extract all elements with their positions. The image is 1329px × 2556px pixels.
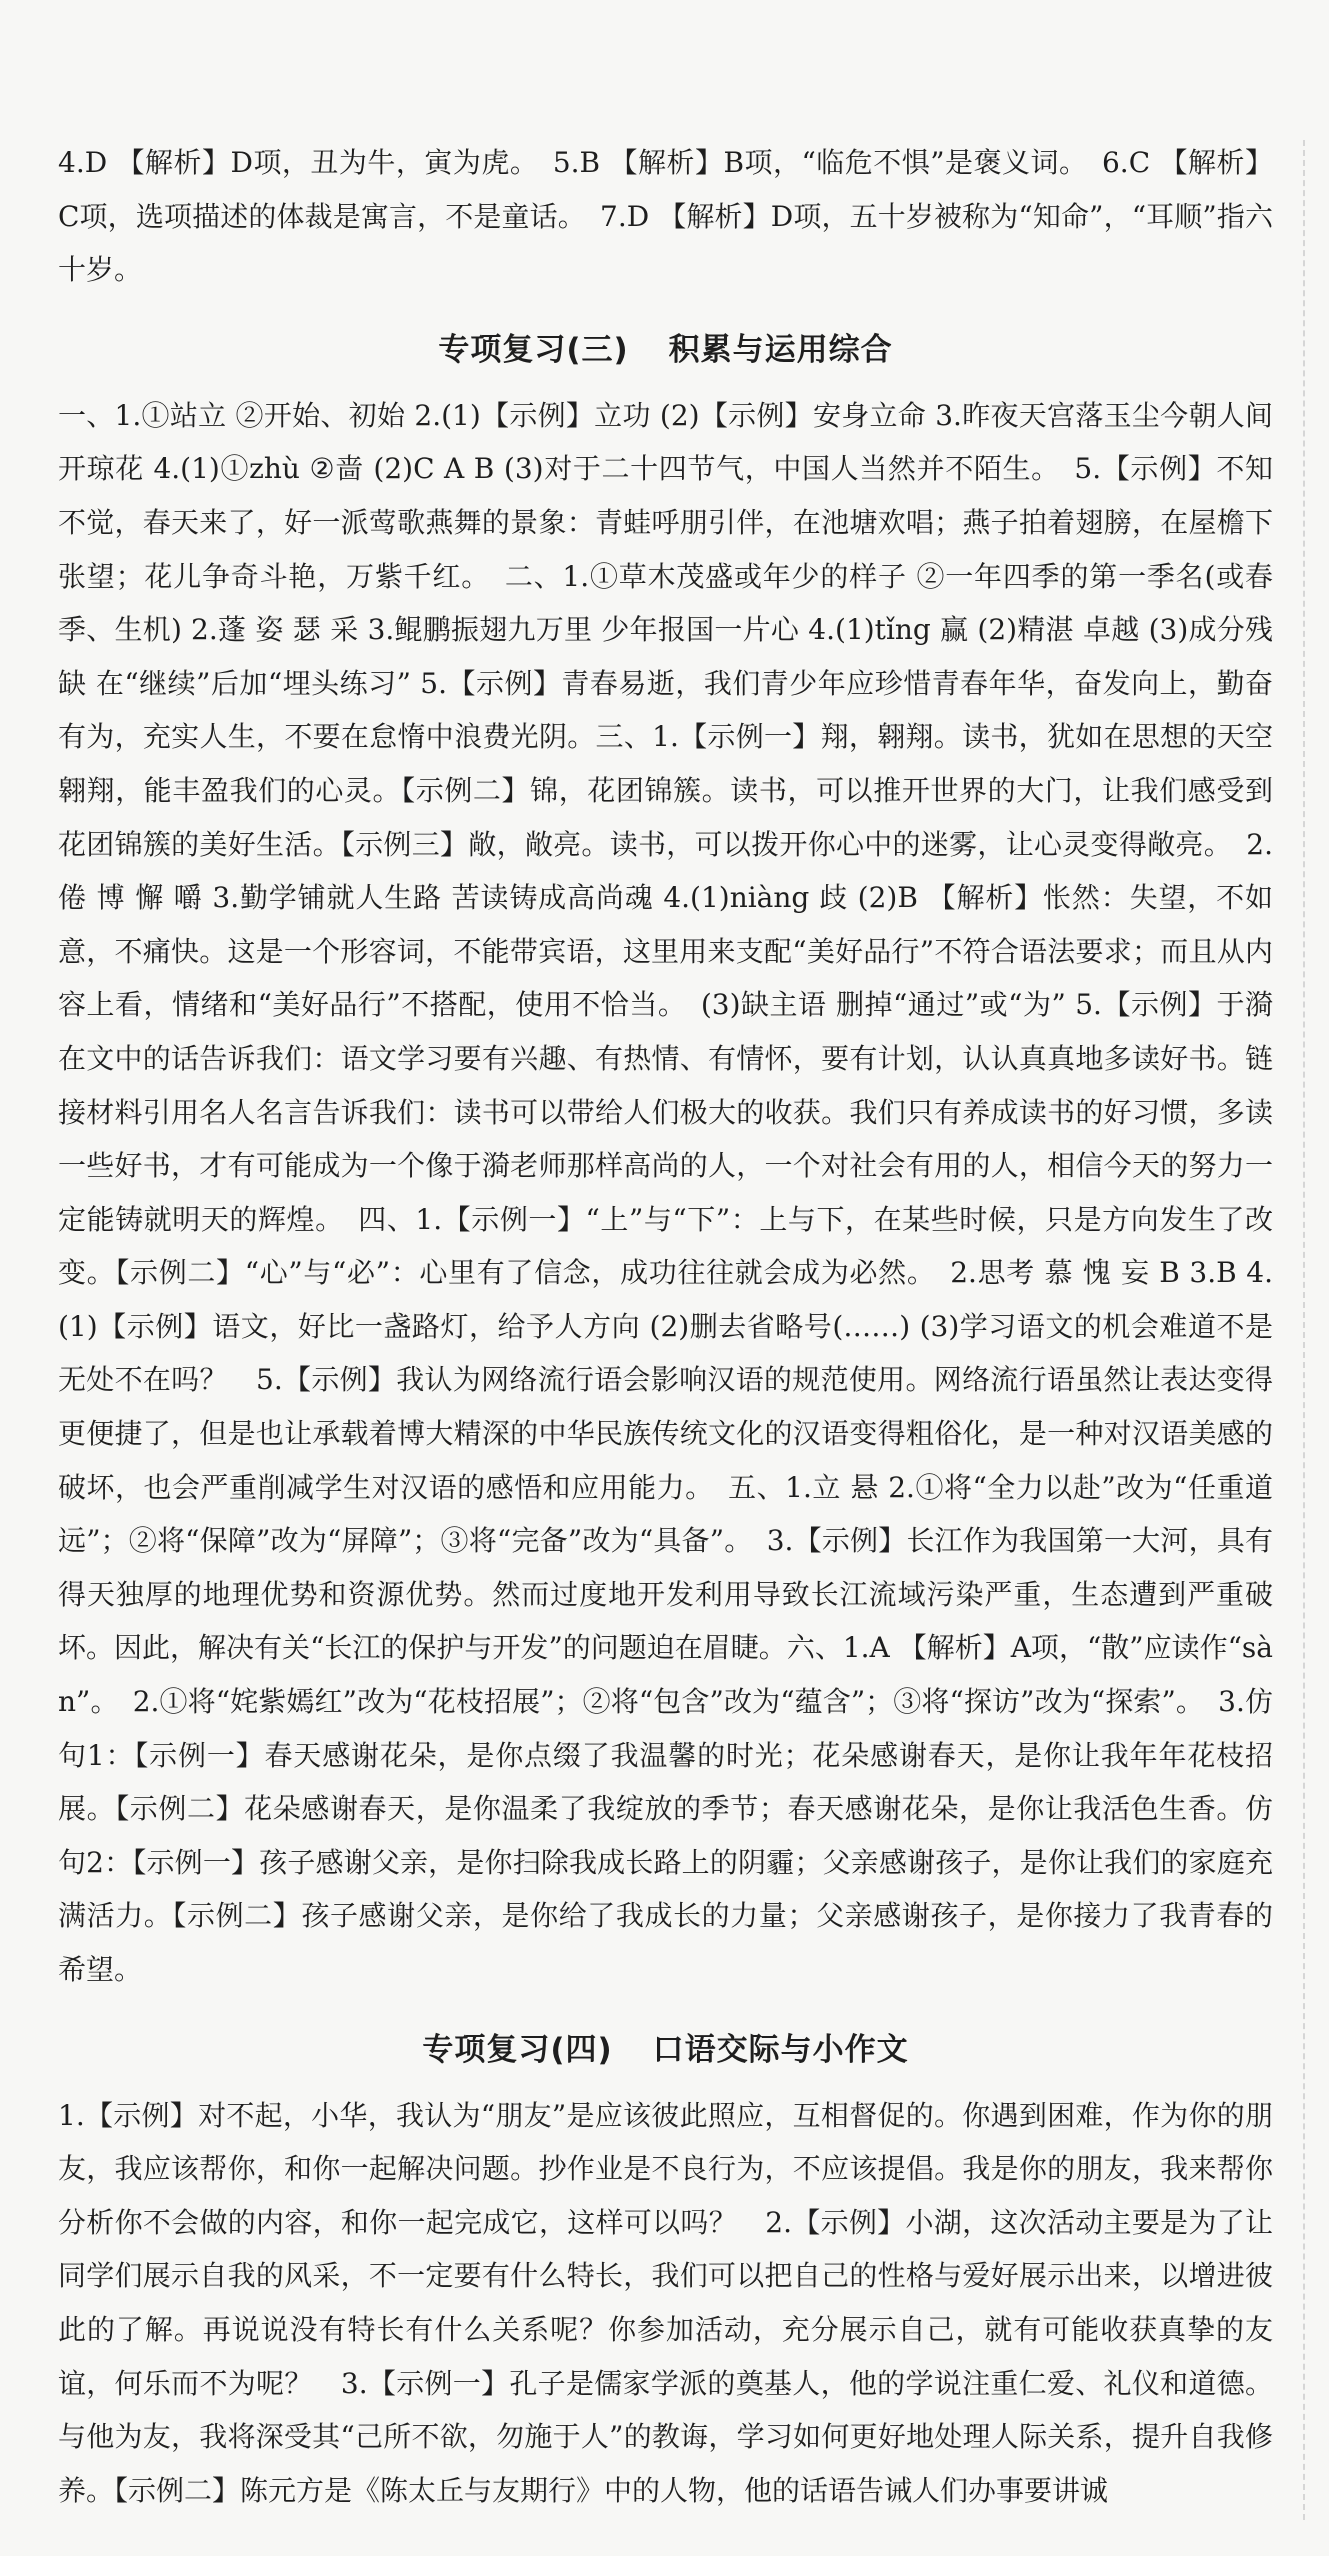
section-subtitle: 口语交际与小作文 — [652, 2031, 909, 2068]
section-heading-review-4 — [58, 2011, 1273, 2089]
section-subtitle: 积累与运用综合 — [668, 331, 893, 368]
answers-review-4: 1.【示例】对不起，小华，我认为“朋友”是应该彼此照应，互相督促的。你遇到困难，作为你的朋友，我应该帮你，和你一起解决问题。抄作业是不良行为，不应该提倡。我是你的朋友，我来帮你分析你不会做的内容，和你一起完成它，这样可以吗？ 2.【示例】小湖，这次活动主要是为了让同学们展示自我的风采，不一定要有什么特长，我们可以把自己的性格与爱好展示出来，以增进彼此的了解。再说说没有特长有什么关系呢？你参加活动，充分展示自己，就有可能收获真挚的友谊，何乐而不为呢？ 3.【示例一】孔子是儒家学派的奠基人，他的学说注重仁爱、礼仪和道德。与他为友，我将深受其“己所不欲，勿施于人”的教诲，学习如何更好地处理人际关系，提升自我修养。【示例二】陈元方是《陈太丘与友期行》中的人物，他的话语告诫人们办事要讲诚 — [58, 2098, 1273, 2507]
section-heading-review-3 — [58, 311, 1273, 389]
section-title: 专项复习(四) — [422, 2031, 613, 2068]
section-title: 专项复习(三) — [438, 331, 629, 368]
margin-dashed-rule — [1303, 140, 1305, 2520]
answers-review-2-tail: 4.D 【解析】D项，丑为牛，寅为虎。 5.B 【解析】B项，“临危不惧”是褒义词。 6.C 【解析】C项，选项描述的体裁是寓言，不是童话。 7.D 【解析】D项，五十岁被称为“知命”，“耳顺”指六十岁。 — [58, 146, 1273, 287]
answer-page — [58, 136, 1273, 2517]
answers-review-3: 一、1.①站立 ②开始、初始 2.(1)【示例】立功 (2)【示例】安身立命 3.昨夜天宫落玉尘今朝人间开琼花 4.(1)①zhù ②啬 (2)C A B (3)对于二十四节气，中国人当然并不陌生。 5.【示例】不知不觉，春天来了，好一派莺歌燕舞的景象：青蛙呼朋引伴，在池塘欢唱；燕子拍着翅膀，在屋檐下张望；花儿争奇斗艳，万紫千红。 二、1.①草木茂盛或年少的样子 ②一年四季的第一季名(或春季、生机) 2.蓬 姿 瑟 采 3.鲲鹏振翅九万里 少年报国一片心 4.(1)tǐng 赢 (2)精湛 卓越 (3)成分残缺 在“继续”后加“埋头练习” 5.【示例】青春易逝，我们青少年应珍惜青春年华，奋发向上，勤奋有为，充实人生，不要在怠惰中浪费光阴。三、1.【示例一】翔，翱翔。读书，犹如在思想的天空翱翔，能丰盈我们的心灵。【示例二】锦，花团锦簇。读书，可以推开世界的大门，让我们感受到花团锦簇的美好生活。【示例三】敞，敞亮。读书，可以拨开你心中的迷雾，让心灵变得敞亮。 2.倦 博 懈 嚼 3.勤学铺就人生路 苦读铸成高尚魂 4.(1)niàng 歧 (2)B 【解析】怅然：失望，不如意，不痛快。这是一个形容词，不能带宾语，这里用来支配“美好品行”不符合语法要求；而且从内容上看，情绪和“美好品行”不搭配，使用不恰当。 (3)缺主语 删掉“通过”或“为” 5.【示例】于漪在文中的话告诉我们：语文学习要有兴趣、有热情、有情怀，要有计划，认认真真地多读好书。链接材料引用名人名言告诉我们：读书可以带给人们极大的收获。我们只有养成读书的好习惯，多读一些好书，才有可能成为一个像于漪老师那样高尚的人，一个对社会有用的人，相信今天的努力一定能铸就明天的辉煌。 四、1.【示例一】“上”与“下”：上与下，在某些时候，只是方向发生了改变。【示例二】“心”与“必”：心里有了信念，成功往往就会成为必然。 2.思考 慕 愧 妄 B 3.B 4.(1)【示例】语文，好比一盏路灯，给予人方向 (2)删去省略号(……) (3)学习语文的机会难道不是无处不在吗？ 5.【示例】我认为网络流行语会影响汉语的规范使用。网络流行语虽然让表达变得更便捷了，但是也让承载着博大精深的中华民族传统文化的汉语变得粗俗化，是一种对汉语美感的破坏，也会严重削减学生对汉语的感悟和应用能力。 五、1.立 悬 2.①将“全力以赴”改为“任重道远”；②将“保障”改为“屏障”；③将“完备”改为“具备”。 3.【示例】长江作为我国第一大河，具有得天独厚的地理优势和资源优势。然而过度地开发利用导致长江流域污染严重，生态遭到严重破坏。因此，解决有关“长江的保护与开发”的问题迫在眉睫。六、1.A 【解析】A项，“散”应读作“sàn”。 2.①将“姹紫嫣红”改为“花枝招展”；②将“包含”改为“蕴含”；③将“探访”改为“探索”。 3.仿句1：【示例一】春天感谢花朵，是你点缀了我温馨的时光；花朵感谢春天，是你让我年年花枝招展。【示例二】花朵感谢春天，是你温柔了我绽放的季节；春天感谢花朵，是你让我活色生香。仿句2：【示例一】孩子感谢父亲，是你扫除我成长路上的阴霾；父亲感谢孩子，是你让我们的家庭充满活力。【示例二】孩子感谢父亲，是你给了我成长的力量；父亲感谢孩子，是你接力了我青春的希望。 — [58, 398, 1273, 1986]
